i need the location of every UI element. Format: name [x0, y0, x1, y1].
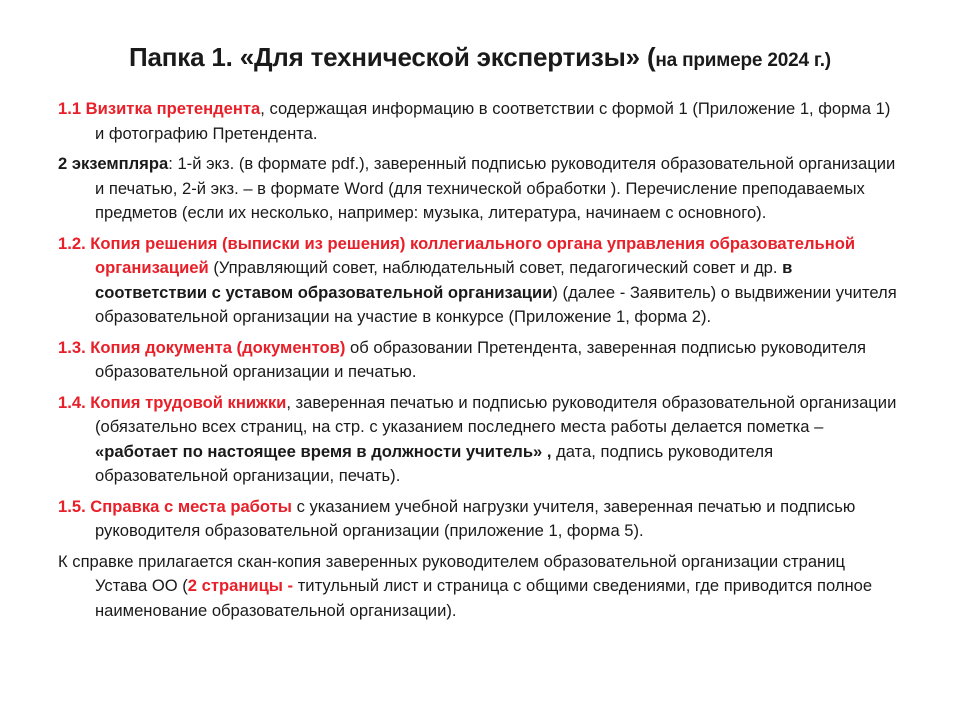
- item-heading: 1.3. Копия документа (документов): [58, 337, 346, 357]
- item-text: дата, подпись руководителя образовательной организации, печать).: [95, 441, 774, 485]
- item-text: , содержащая информацию в соответствии с формой 1 (Приложение 1, форма 1) и фотографию Претендента.: [95, 99, 891, 143]
- item-text: титульный лист и страница с общими сведениями, где приводится полное наименование образовательной организации).: [95, 576, 873, 620]
- document-body: [58, 97, 898, 629]
- title-main: Папка 1. «Для технической экспертизы» (: [129, 42, 656, 72]
- item-text: с указанием учебной нагрузки учителя, заверенная печатью и подписью руководителя образовательной организации (приложение 1, форма 5).: [95, 496, 856, 540]
- item-1-5: [58, 495, 898, 544]
- item-text: ) (далее - Заявитель) о выдвижении учителя образовательной организации на участие в конкурсе (Приложение 1, форма 2).: [95, 282, 897, 326]
- title-sub: на примере 2024 г.): [655, 50, 831, 71]
- item-1-1: [58, 97, 898, 146]
- item-copies: [58, 152, 898, 226]
- item-text: : 1-й экз. (в формате pdf.), заверенный подписью руководителя образовательной организации и печатью, 2-й экз. – в формате Word (для технической обработки ). Перечисление преподаваемых предметов (если их несколько, например: музыка, литература, начинаем с основного).: [95, 154, 896, 222]
- item-text: , заверенная печатью и подписью руководителя образовательной организации (обязательно всех страниц, на стр. с указанием последнего места работы делается пометка –: [95, 392, 897, 436]
- page-title: [0, 42, 960, 73]
- item-heading: 1.1 Визитка претендента: [58, 99, 261, 118]
- item-attachment: [58, 550, 898, 624]
- item-emphasis: «работает по настоящее время в должности учитель» ,: [95, 441, 552, 461]
- item-1-2: [58, 232, 898, 330]
- item-text: об образовании Претендента, заверенная подписью руководителя образовательной организации и печатью.: [95, 337, 867, 381]
- item-heading: 1.2. Копия решения (выписки из решения) коллегиального органа управления образовательной организацией: [58, 233, 856, 277]
- item-emphasis: в соответствии с уставом образовательной организации: [95, 258, 793, 302]
- item-heading: 1.5. Справка с места работы: [58, 496, 292, 516]
- item-text: (Управляющий совет, наблюдательный совет, педагогический совет и др.: [208, 258, 783, 277]
- item-text: К справке прилагается скан-копия заверенных руководителем образовательной организации страниц Устава ОО (: [58, 551, 845, 595]
- item-1-4: [58, 391, 898, 489]
- item-heading: 1.4. Копия трудовой книжки: [58, 392, 287, 412]
- item-emphasis: 2 страницы -: [187, 576, 294, 595]
- item-heading: 2 экземпляра: [58, 154, 169, 173]
- item-1-3: [58, 336, 898, 385]
